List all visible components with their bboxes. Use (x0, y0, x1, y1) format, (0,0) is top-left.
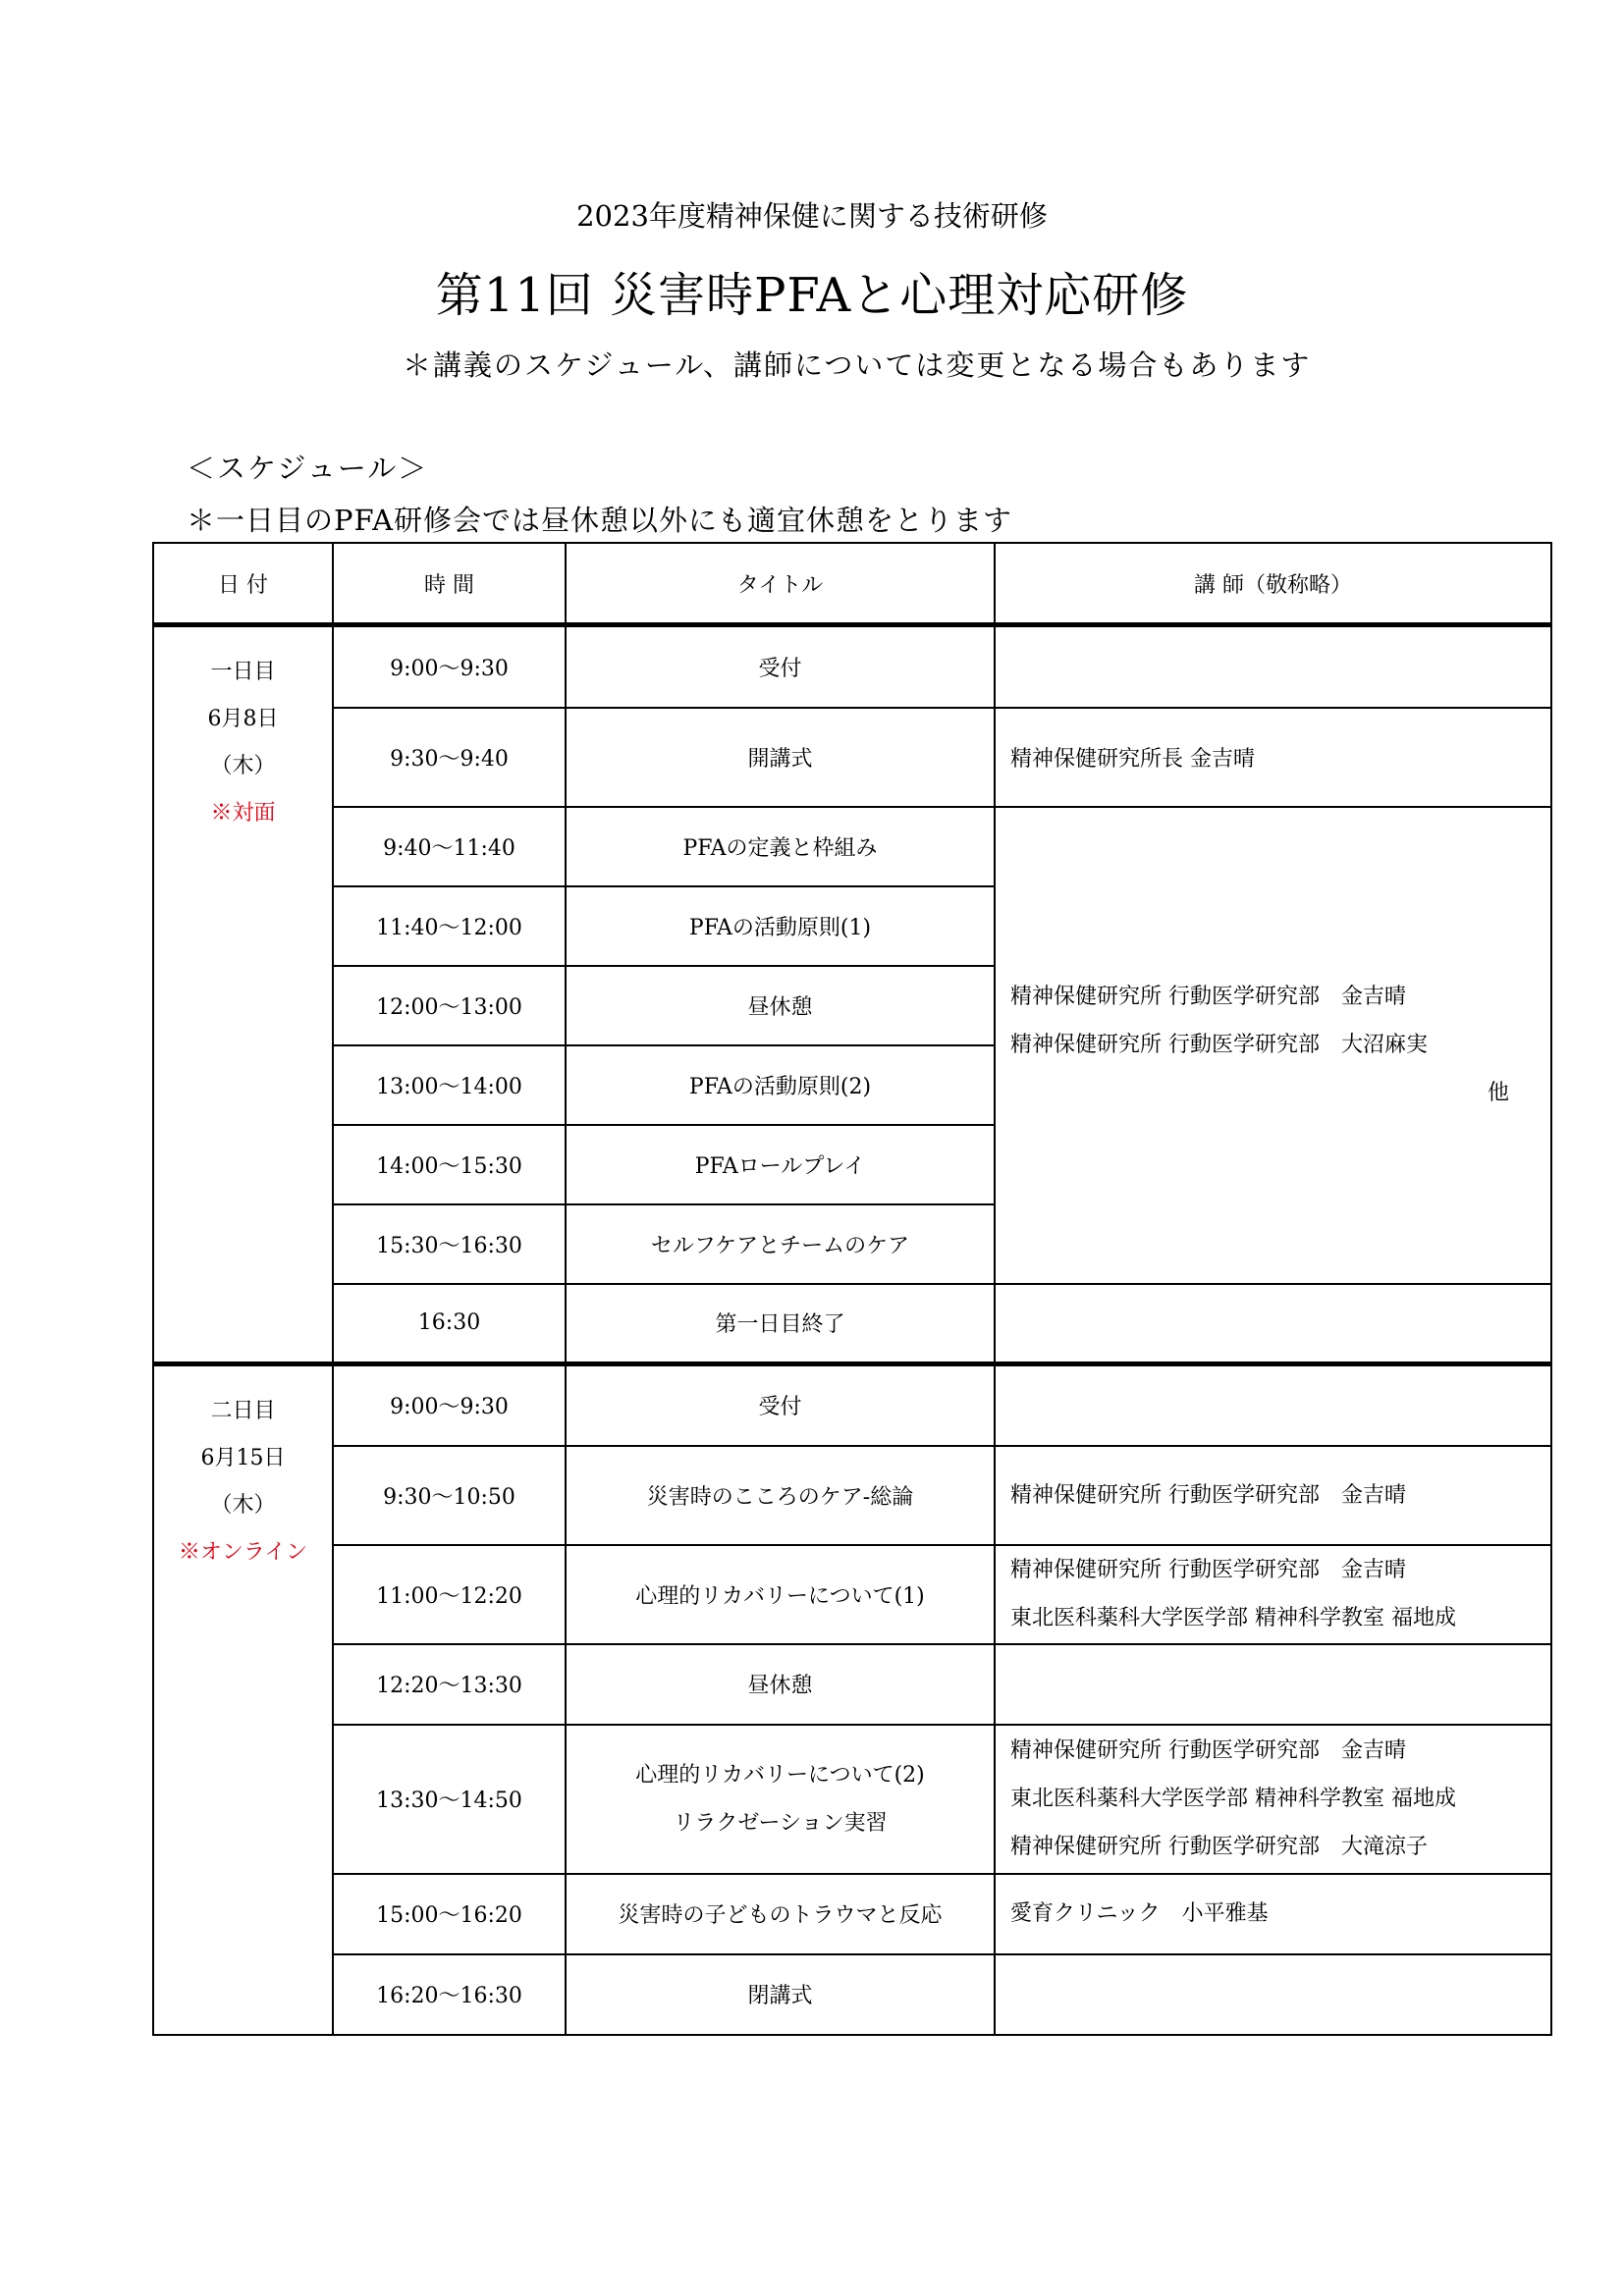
time-cell: 13:00～14:00 (333, 1045, 566, 1125)
table-row (153, 807, 1551, 886)
header-title: タイトル (566, 543, 995, 625)
lecturer-line: 精神保健研究所 行動医学研究部 大滝涼子 (1010, 1835, 1428, 1859)
title-cell: 昼休憩 (566, 966, 995, 1045)
lecturer-cell (995, 1874, 1551, 1954)
group-lecturer-cell (995, 807, 1551, 1284)
schedule-table (152, 542, 1552, 2036)
lecturer-cell: 精神保健研究所長 金吉晴 (995, 708, 1551, 807)
time-cell: 16:30 (333, 1284, 566, 1364)
time-cell: 16:20～16:30 (333, 1954, 566, 2035)
day2-date-cell (153, 1364, 333, 2035)
title-cell: PFAの活動原則(1) (566, 886, 995, 966)
time-cell: 12:20～13:30 (333, 1644, 566, 1725)
lecturer-line: 精神保健研究所 行動医学研究部 大沼麻実 (1010, 1033, 1428, 1057)
title-cell: PFAの定義と枠組み (566, 807, 995, 886)
title-cell: 閉講式 (566, 1954, 995, 2035)
lecturer-cell (995, 1446, 1551, 1545)
table-row (153, 1644, 1551, 1725)
schedule-label: ＜スケジュール＞ (187, 452, 429, 485)
title-cell: 開講式 (566, 708, 995, 807)
title-cell: 心理的リカバリーについて(1) (566, 1545, 995, 1644)
title-cell: 災害時のこころのケア-総論 (566, 1446, 995, 1545)
title-line: 心理的リカバリーについて(2) (635, 1762, 925, 1788)
title-cell: PFAロールプレイ (566, 1125, 995, 1204)
day2-label: 二日目 (210, 1399, 276, 1423)
day2-date: 6月15日 (200, 1446, 286, 1470)
header-date: 日 付 (153, 543, 333, 625)
lecturer-line: 精神保健研究所 行動医学研究部 金吉晴 (1010, 985, 1406, 1009)
title-cell: 受付 (566, 1364, 995, 1446)
time-cell: 14:00～15:30 (333, 1125, 566, 1204)
time-cell: 11:40～12:00 (333, 886, 566, 966)
lecturer-cell (995, 1954, 1551, 2035)
title-cell: 昼休憩 (566, 1644, 995, 1725)
time-cell: 12:00～13:00 (333, 966, 566, 1045)
day1-date: 6月8日 (207, 707, 279, 731)
day1-mode: ※対面 (210, 801, 276, 826)
title-line: リラクゼーション実習 (673, 1810, 888, 1836)
table-row (153, 1954, 1551, 2035)
lecturer-line: 愛育クリニック 小平雅基 (1010, 1901, 1269, 1926)
time-cell: 9:00～9:30 (333, 625, 566, 708)
table-row (153, 1284, 1551, 1364)
table-row (153, 1725, 1551, 1874)
header-lecturer: 講 師（敬称略） (995, 543, 1551, 625)
break-notice: ＊一日目のPFA研修会では昼休憩以外にも適宜休憩をとります (187, 504, 1013, 537)
lecturer-other: 他 (1487, 1081, 1509, 1105)
day1-weekday: （木） (210, 754, 276, 778)
time-cell: 15:30～16:30 (333, 1204, 566, 1284)
table-row (153, 1545, 1551, 1644)
day1-label: 一日目 (210, 660, 276, 684)
time-cell: 9:30～10:50 (333, 1446, 566, 1545)
table-row (153, 708, 1551, 807)
time-cell: 9:30～9:40 (333, 708, 566, 807)
title-cell (566, 1725, 995, 1874)
time-cell: 13:30～14:50 (333, 1725, 566, 1874)
table-header-row (153, 543, 1551, 625)
day1-date-cell (153, 625, 333, 1364)
document-subtitle: 2023年度精神保健に関する技術研修 (576, 199, 1048, 233)
lecturer-line: 東北医科薬科大学医学部 精神科学教室 福地成 (1010, 1606, 1456, 1630)
time-cell: 9:40～11:40 (333, 807, 566, 886)
document-title: 第11回 災害時PFAと心理対応研修 (435, 268, 1189, 323)
time-cell: 11:00～12:20 (333, 1545, 566, 1644)
title-cell: 災害時の子どものトラウマと反応 (566, 1874, 995, 1954)
table-row (153, 1446, 1551, 1545)
change-notice: ＊講義のスケジュール、講師については変更となる場合もあります (403, 348, 1312, 382)
title-cell: 受付 (566, 625, 995, 708)
lecturer-cell (995, 1725, 1551, 1874)
lecturer-line: 精神保健研究所 行動医学研究部 金吉晴 (1010, 1482, 1406, 1508)
lecturer-cell (995, 1644, 1551, 1725)
lecturer-line: 精神保健研究所 行動医学研究部 金吉晴 (1010, 1558, 1406, 1582)
table-row (153, 1364, 1551, 1446)
lecturer-cell (995, 1364, 1551, 1446)
lecturer-cell (995, 1284, 1551, 1364)
header-time: 時 間 (333, 543, 566, 625)
title-cell: セルフケアとチームのケア (566, 1204, 995, 1284)
time-cell: 15:00～16:20 (333, 1874, 566, 1954)
title-cell: PFAの活動原則(2) (566, 1045, 995, 1125)
lecturer-cell (995, 1545, 1551, 1644)
table-row (153, 625, 1551, 708)
day2-mode: ※オンライン (178, 1540, 308, 1565)
lecturer-line: 東北医科薬科大学医学部 精神科学教室 福地成 (1010, 1787, 1456, 1811)
title-cell: 第一日目終了 (566, 1284, 995, 1364)
time-cell: 9:00～9:30 (333, 1364, 566, 1446)
table-row (153, 1874, 1551, 1954)
lecturer-cell (995, 625, 1551, 708)
day2-weekday: （木） (210, 1493, 276, 1518)
lecturer-line: 精神保健研究所 行動医学研究部 金吉晴 (1010, 1738, 1406, 1763)
